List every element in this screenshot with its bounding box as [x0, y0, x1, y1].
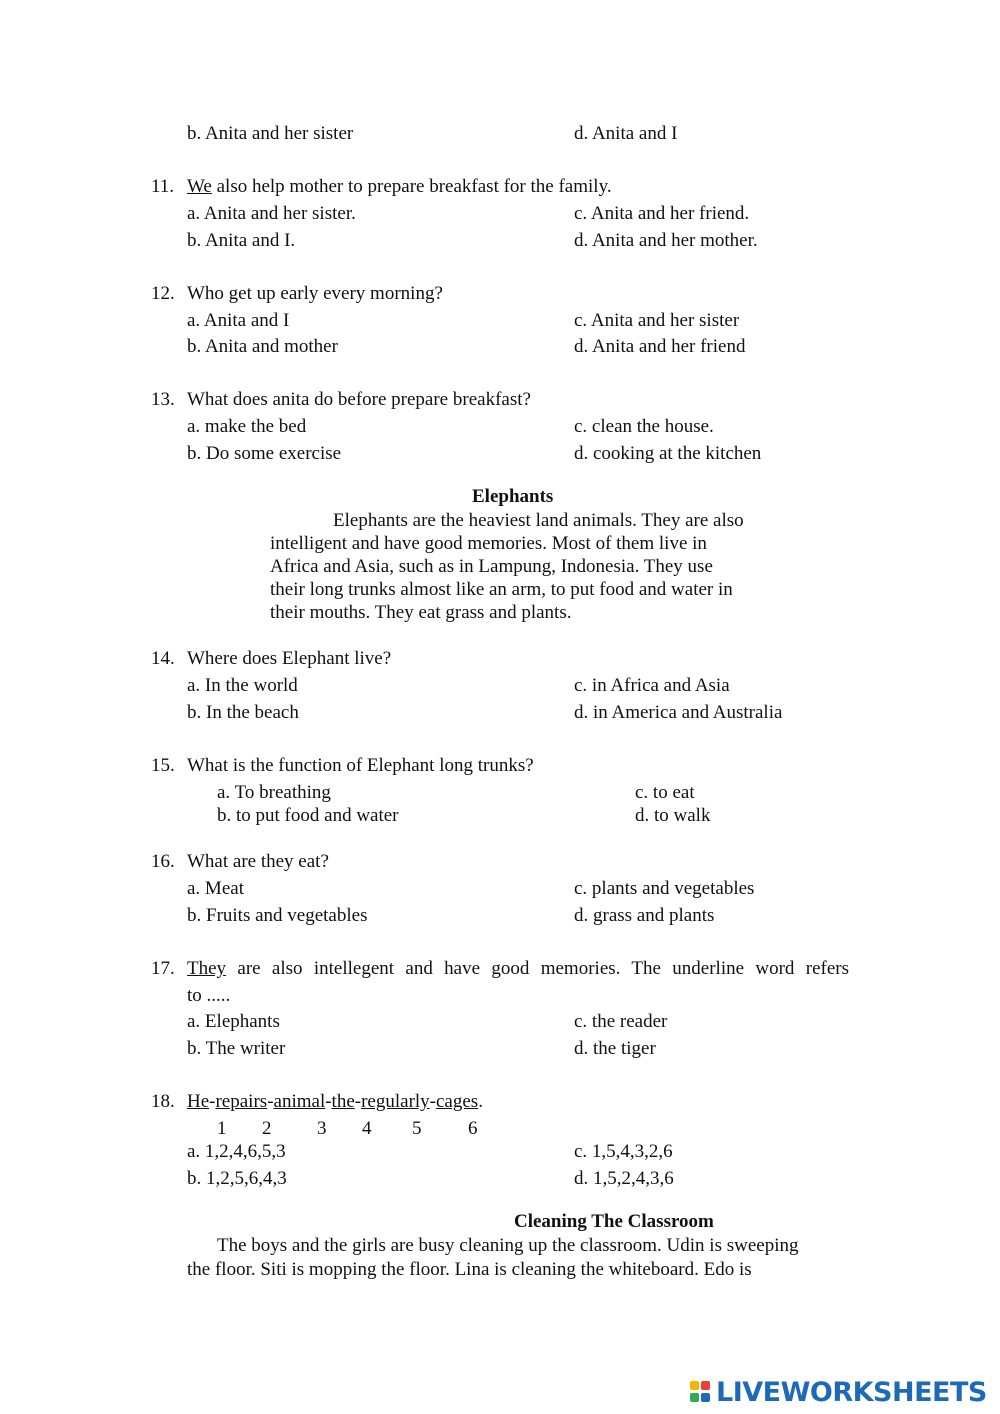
q18-word: regularly: [361, 1091, 430, 1112]
q16-option-b: b. Fruits and vegetables: [187, 905, 368, 926]
q11-option-d: d. Anita and her mother.: [574, 230, 758, 251]
q18-separator: -: [354, 1091, 362, 1112]
q11-number: 11.: [151, 176, 175, 197]
q17-question: [187, 957, 849, 980]
elephants-line: their mouths. They eat grass and plants.: [270, 602, 572, 623]
cleaning-line: The boys and the girls are busy cleaning up the classroom. Udin is sweeping: [217, 1235, 799, 1256]
q12-option-a: a. Anita and I: [187, 310, 290, 331]
q11-underlined-word: We: [187, 176, 212, 197]
q18-separator: -: [429, 1091, 436, 1112]
q12-option-b: b. Anita and mother: [187, 336, 338, 357]
q18-word-number: 4: [362, 1118, 372, 1139]
q12-number: 12.: [151, 283, 175, 304]
q18-word-number: 5: [412, 1118, 422, 1139]
q14-question: Where does Elephant live?: [187, 648, 392, 669]
liveworksheets-brand: LIVEWORKSHEETS: [716, 1376, 987, 1408]
q14-option-b: b. In the beach: [187, 702, 299, 723]
q12-option-d: d. Anita and her friend: [574, 336, 746, 357]
cleaning-line: the floor. Siti is mopping the floor. Lina is cleaning the whiteboard. Edo is: [187, 1259, 752, 1280]
q15-question: What is the function of Elephant long trunks?: [187, 755, 534, 776]
q17-option-c: c. the reader: [574, 1011, 668, 1032]
q14-option-c: c. in Africa and Asia: [574, 675, 730, 696]
q14-option-a: a. In the world: [187, 675, 298, 696]
q17-option-a: a. Elephants: [187, 1011, 280, 1032]
q18-word-number: 2: [262, 1118, 272, 1139]
elephants-line: Elephants are the heaviest land animals. They are also: [333, 510, 744, 531]
q17-question-line2: to .....: [187, 985, 231, 1006]
liveworksheets-logo-icon: [690, 1379, 712, 1405]
q16-option-c: c. plants and vegetables: [574, 878, 755, 899]
q15-option-d: d. to walk: [635, 805, 711, 826]
q18-word: He: [187, 1091, 210, 1112]
q18-word-number: 1: [217, 1118, 227, 1139]
liveworksheets-logo: [690, 1372, 987, 1412]
q13-question: What does anita do before prepare breakfast?: [187, 389, 531, 410]
q13-option-c: c. clean the house.: [574, 416, 714, 437]
elephants-title: Elephants: [472, 486, 554, 507]
q17-question-text: are also intellegent and have good memories. The underline word refers: [226, 958, 849, 979]
q18-separator: -: [325, 1091, 332, 1112]
q16-number: 16.: [151, 851, 175, 872]
q14-number: 14.: [151, 648, 175, 669]
q18-word: the: [331, 1091, 355, 1112]
q10-option-d: d. Anita and I: [574, 123, 678, 144]
q18-option-a: a. 1,2,4,6,5,3: [187, 1141, 286, 1162]
q13-option-d: d. cooking at the kitchen: [574, 443, 762, 464]
q17-underlined-word: They: [187, 958, 227, 979]
q11-option-c: c. Anita and her friend.: [574, 203, 750, 224]
q12-option-c: c. Anita and her sister: [574, 310, 740, 331]
q18-option-c: c. 1,5,4,3,2,6: [574, 1141, 673, 1162]
q16-option-d: d. grass and plants: [574, 905, 715, 926]
elephants-line: Africa and Asia, such as in Lampung, Indonesia. They use: [270, 556, 713, 577]
q13-number: 13.: [151, 389, 175, 410]
q10-option-b: b. Anita and her sister: [187, 123, 354, 144]
elephants-line: intelligent and have good memories. Most of them live in: [270, 533, 707, 554]
q18-number: 18.: [151, 1091, 175, 1112]
q13-option-b: b. Do some exercise: [187, 443, 342, 464]
q15-option-a: a. To breathing: [217, 782, 331, 803]
q15-option-b: b. to put food and water: [217, 805, 399, 826]
q18-word: animal: [273, 1091, 326, 1112]
q11-option-b: b. Anita and I.: [187, 230, 296, 251]
q16-question: What are they eat?: [187, 851, 329, 872]
q18-word-number: 6: [468, 1118, 478, 1139]
q18-separator: -: [267, 1091, 274, 1112]
q11-question-text: also help mother to prepare breakfast for the family.: [211, 176, 612, 197]
q17-option-b: b. The writer: [187, 1038, 286, 1059]
q11-option-a: a. Anita and her sister.: [187, 203, 356, 224]
q18-word: cages: [436, 1091, 479, 1112]
elephants-line: their long trunks almost like an arm, to put food and water in: [270, 579, 733, 600]
cleaning-title: Cleaning The Classroom: [514, 1211, 714, 1232]
q18-word: repairs: [215, 1091, 268, 1112]
q17-number: 17.: [151, 958, 175, 979]
q11-question: [187, 175, 612, 198]
q16-option-a: a. Meat: [187, 878, 244, 899]
q18-jumbled-sentence: [187, 1090, 483, 1113]
q18-option-d: d. 1,5,2,4,3,6: [574, 1168, 674, 1189]
q14-option-d: d. in America and Australia: [574, 702, 783, 723]
q18-separator: -: [209, 1091, 216, 1112]
q18-period: .: [478, 1091, 483, 1112]
q15-option-c: c. to eat: [635, 782, 695, 803]
q12-question: Who get up early every morning?: [187, 283, 443, 304]
q18-option-b: b. 1,2,5,6,4,3: [187, 1168, 287, 1189]
q17-option-d: d. the tiger: [574, 1038, 656, 1059]
q15-number: 15.: [151, 755, 175, 776]
q18-word-number: 3: [317, 1118, 327, 1139]
q13-option-a: a. make the bed: [187, 416, 307, 437]
